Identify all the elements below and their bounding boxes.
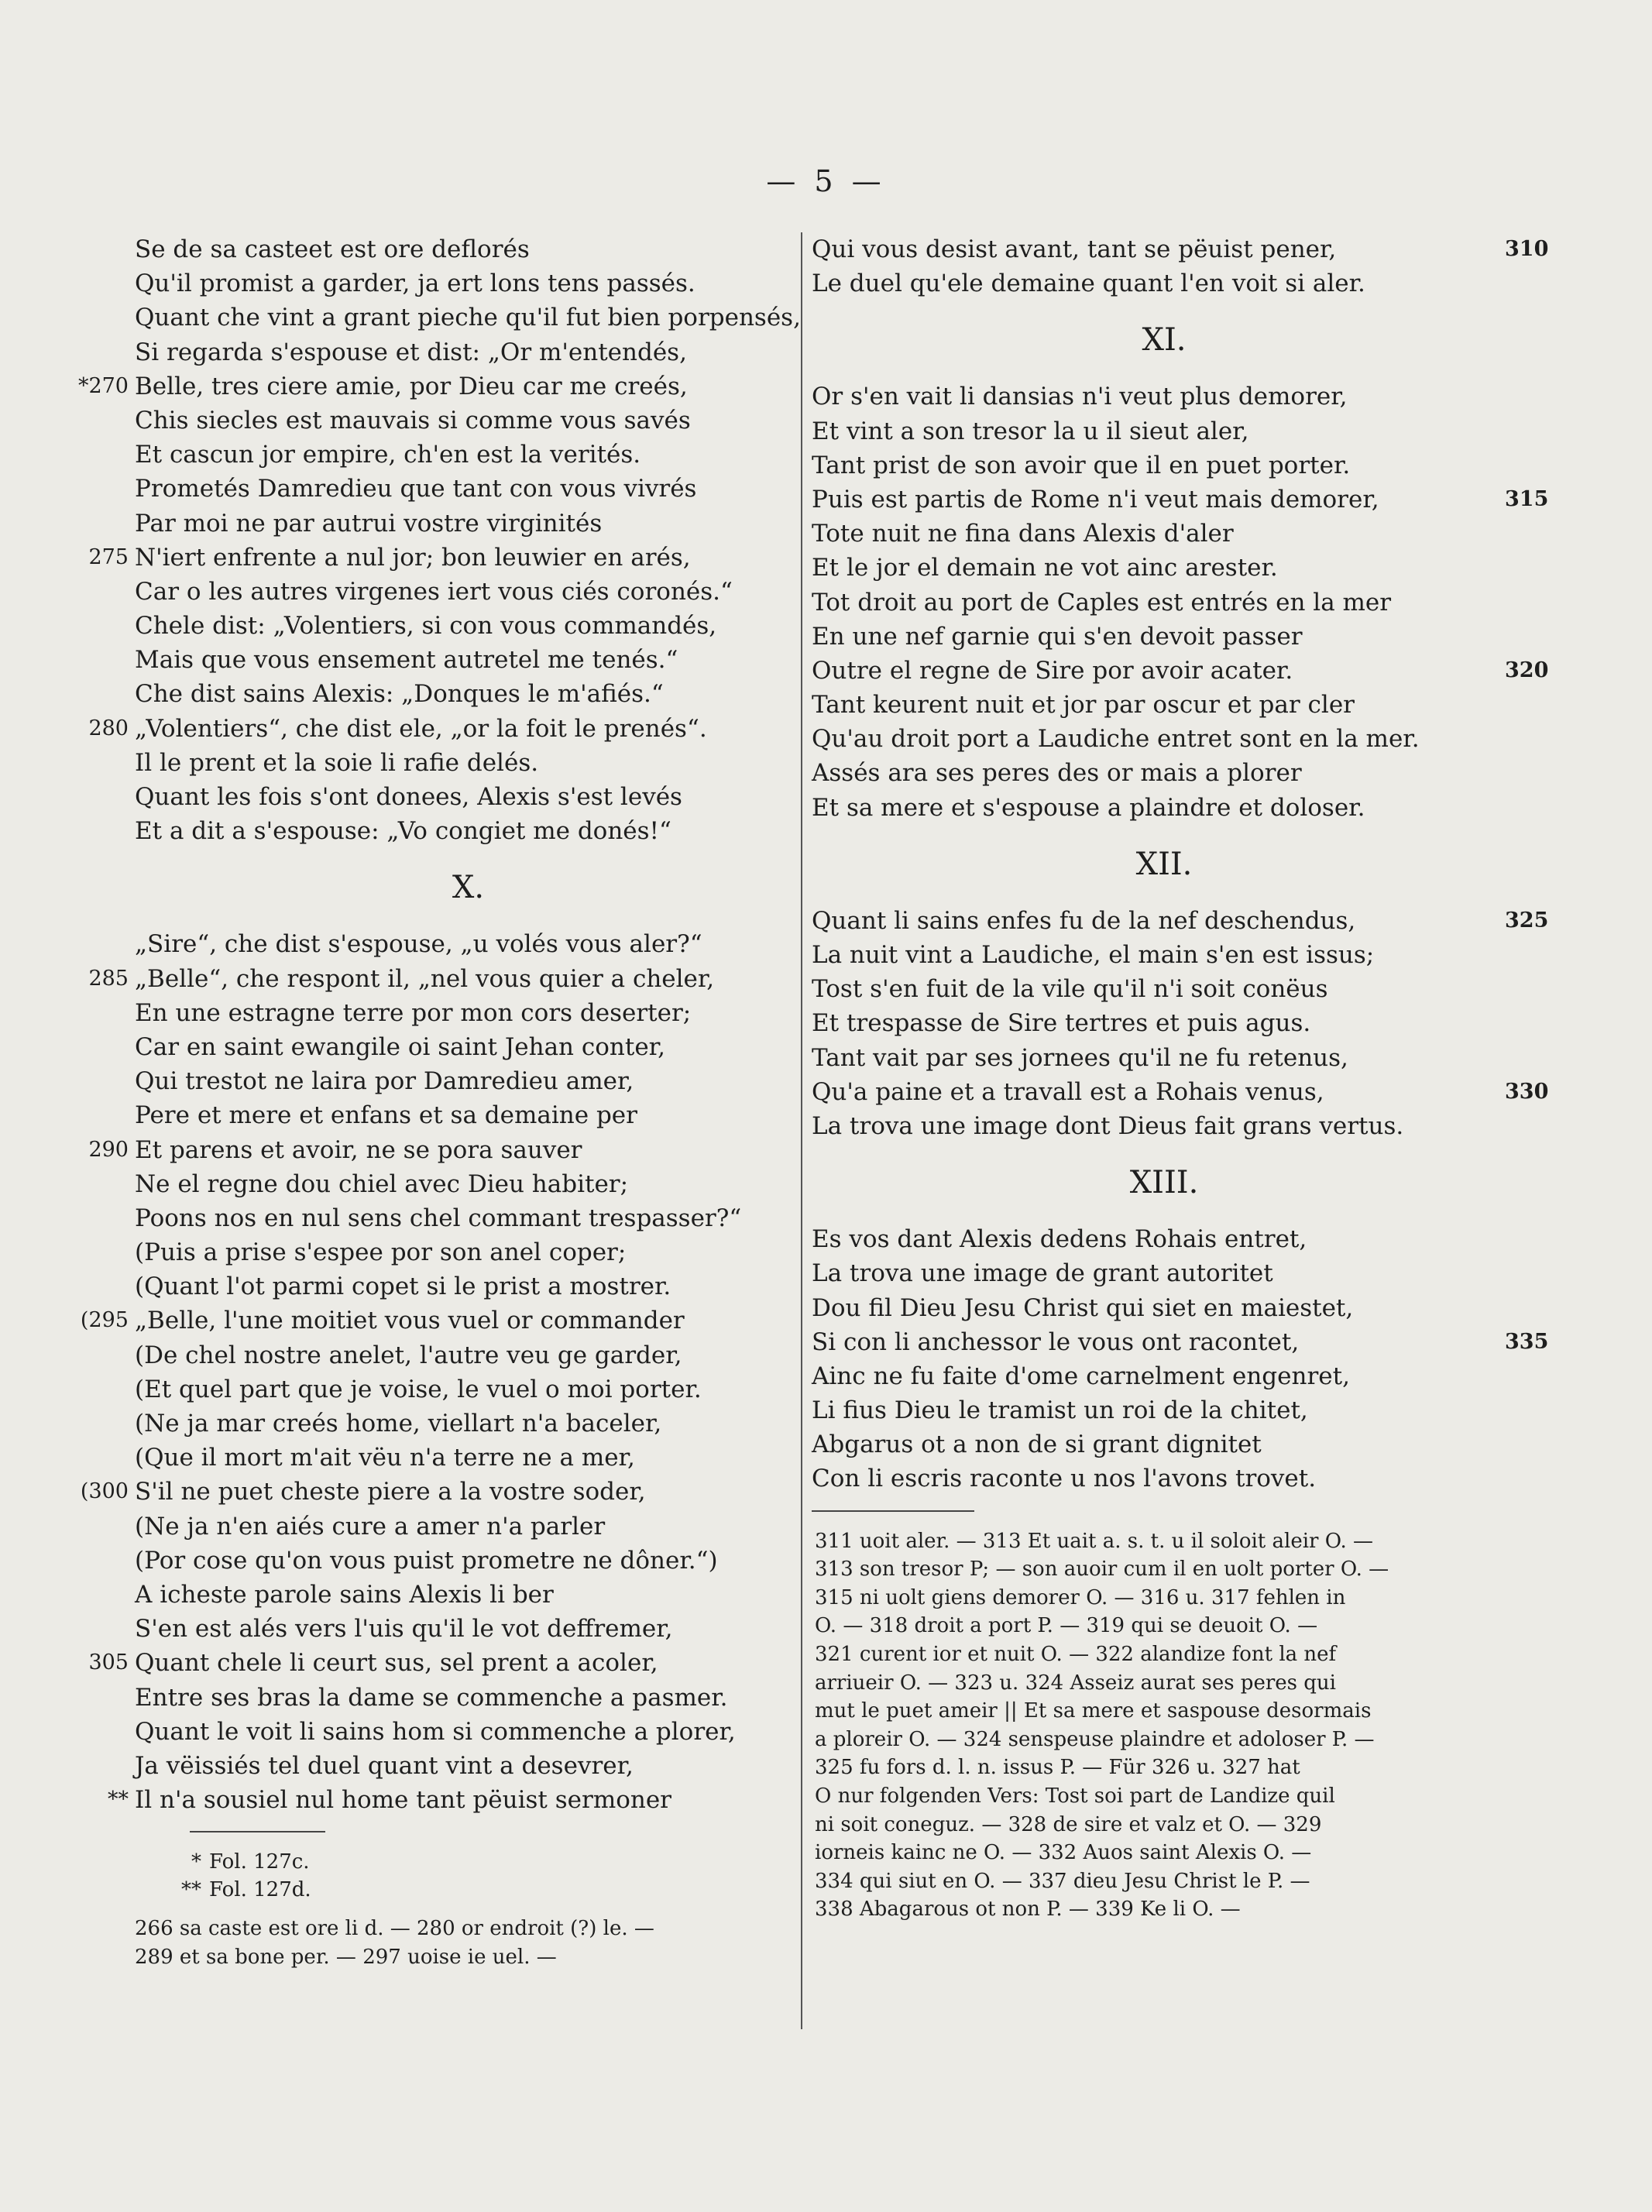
verse-line	[77, 1544, 802, 1578]
left-column	[77, 232, 802, 1971]
verse-text: Le duel qu'ele demaine quant l'en voit si aler.	[812, 270, 1365, 298]
footnote-rule	[812, 1510, 974, 1512]
verse-line	[77, 575, 802, 609]
verse-text: Et a dit a s'espouse: „Vo congiet me donés!“	[135, 817, 671, 846]
line-number: 320	[1505, 658, 1549, 682]
verse-text: Entre ses bras la dame se commenche a pasmer.	[135, 1683, 728, 1712]
verse-text: Chis siecles est mauvais si comme vous savés	[135, 406, 691, 434]
verse-text: N'iert enfrente a nul jor; bon leuwier en arés,	[135, 543, 691, 572]
verse-line	[812, 756, 1516, 790]
verse-line	[812, 938, 1516, 972]
verse-line	[77, 1235, 802, 1269]
page-number: — 5 —	[766, 164, 886, 198]
verse-line	[77, 507, 802, 541]
verse-text: Quant le voit li sains hom si commenche a plorer,	[135, 1717, 736, 1746]
verse-line	[77, 1338, 802, 1372]
line-number: 325	[1505, 908, 1549, 933]
variant-line: ni soit coneguz. — 328 de sire et valz et O. — 329	[815, 1812, 1322, 1836]
verse-text: Et le jor el demain ne vot ainc arester.	[812, 554, 1278, 582]
line-number: 285	[88, 966, 129, 991]
section-heading-xiii: XIII.	[1129, 1165, 1199, 1201]
verse-line	[77, 1578, 802, 1612]
verse-line	[812, 1359, 1516, 1393]
verse-line	[812, 551, 1516, 585]
verse-line	[77, 1201, 802, 1235]
verse-line	[77, 335, 802, 369]
line-number: 280	[88, 716, 129, 740]
verse-text: Li fius Dieu le tramist un roi de la chitet,	[812, 1396, 1308, 1425]
verse-text: Chele dist: „Volentiers, si con vous commandés,	[135, 612, 717, 641]
verse-text: Poons nos en nul sens chel commant trespasser?“	[135, 1204, 742, 1232]
verse-text: „Belle, l'une moitiet vous vuel or commander	[135, 1307, 685, 1335]
line-number: (300	[80, 1479, 129, 1504]
verse-line	[77, 780, 802, 814]
verse-line	[77, 1167, 802, 1201]
verse-line	[812, 448, 1516, 483]
verse-text: Or s'en vait li dansias n'i veut plus demorer,	[812, 383, 1348, 411]
verse-text: Tant prist de son avoir que il en puet porter.	[812, 451, 1351, 479]
verse-line	[77, 472, 802, 506]
verse-text: Ja vëissiés tel duel quant vint a desevrer,	[135, 1751, 634, 1780]
line-number: (295	[80, 1308, 129, 1333]
verse-line	[812, 1222, 1516, 1256]
verse-text: Prometés Damredieu que tant con vous vivrés	[135, 475, 697, 503]
verse-text: Si regarda s'espouse et dist: „Or m'entendés,	[135, 338, 687, 366]
verse-text: Abgarus ot a non de si grant dignitet	[812, 1431, 1262, 1459]
folio-footnote	[77, 1848, 802, 1876]
verse-line	[77, 541, 802, 575]
verse-line	[812, 1427, 1516, 1462]
verse-line	[77, 1064, 802, 1098]
verse-text: (Et quel part que je voise, le vuel o moi porter.	[135, 1375, 702, 1403]
verse-line	[77, 643, 802, 677]
verse-text: En une nef garnie qui s'en devoit passer	[812, 622, 1303, 651]
variant-line: 311 uoit aler. — 313 Et uait a. s. t. u il soloit aleir O. —	[815, 1529, 1374, 1553]
verse-block-xiii	[812, 1222, 1549, 1496]
folio-footnote	[77, 1876, 802, 1904]
verse-text: Qu'au droit port a Laudiche entret sont en la mer.	[812, 725, 1420, 754]
verse-line	[812, 1462, 1516, 1496]
line-number: *270	[77, 373, 129, 398]
verse-line	[77, 1372, 802, 1407]
verse-text: La trova une image de grant autoritet	[812, 1259, 1273, 1288]
variant-line: iorneis kainc ne O. — 332 Auos saint Alexis O. —	[815, 1841, 1312, 1865]
verse-text: Et parens et avoir, ne se pora sauver	[135, 1135, 582, 1164]
verse-line	[812, 972, 1516, 1006]
verse-line	[812, 904, 1549, 938]
verse-text: (De chel nostre anelet, l'autre veu ge garder,	[135, 1341, 682, 1369]
verse-line	[812, 1075, 1549, 1109]
line-number: 335	[1505, 1329, 1549, 1354]
section-heading-xi: XI.	[1142, 322, 1187, 359]
variant-line: 325 fu fors d. l. n. issus P. — Für 326 u. 327 hat	[815, 1756, 1300, 1780]
verse-text: Assés ara ses peres des or mais a plorer	[812, 759, 1302, 788]
verse-text: (Quant l'ot parmi copet si le prist a mostrer.	[135, 1273, 671, 1301]
verse-text: Il n'a sousiel nul home tant pëuist sermoner	[135, 1786, 672, 1815]
footnote-mark: *	[191, 1850, 201, 1874]
verse-text: (Por cose qu'on vous puist prometre ne dôner.“)	[135, 1546, 718, 1575]
verse-text: S'en est alés vers l'uis qu'il le vot deffremer,	[135, 1615, 673, 1644]
verse-line	[812, 517, 1516, 551]
verse-text: Par moi ne par autrui vostre virginités	[135, 509, 603, 538]
verse-block-ix	[77, 232, 802, 848]
verse-line	[77, 677, 802, 711]
verse-line	[812, 688, 1516, 722]
verse-line	[812, 620, 1516, 654]
verse-line	[77, 746, 802, 780]
verse-text: (Ne ja n'en aiés cure a amer n'a parler	[135, 1512, 606, 1540]
verse-text: Tote nuit ne fina dans Alexis d'aler	[812, 520, 1234, 548]
verse-text: Dou fil Dieu Jesu Christ qui siet en maiestet,	[812, 1293, 1354, 1322]
verse-line	[77, 232, 802, 266]
line-number: 290	[88, 1137, 129, 1162]
verse-text: Tant keurent nuit et jor par oscur et par cler	[812, 691, 1355, 720]
line-number: 330	[1505, 1079, 1549, 1104]
verse-text: Pere et mere et enfans et sa demaine per	[135, 1101, 637, 1130]
section-heading-x: X.	[452, 870, 485, 906]
verse-text: Mais que vous ensement autretel me tenés.“	[135, 646, 678, 675]
verse-line	[812, 232, 1549, 266]
footnote-text: Fol. 127c.	[209, 1850, 310, 1874]
verse-text: (Puis a prise s'espee por son anel coper;	[135, 1238, 627, 1267]
line-number: 305	[88, 1650, 129, 1675]
variant-line: a ploreir O. — 324 senspeuse plaindre et adoloser P. —	[815, 1727, 1375, 1751]
verse-line	[77, 438, 802, 472]
line-number: **	[108, 1788, 129, 1812]
verse-line	[77, 1681, 802, 1715]
variant-line: 334 qui siut en O. — 337 dieu Jesu Christ le P. —	[815, 1869, 1310, 1893]
verse-text: Es vos dant Alexis dedens Rohais entret,	[812, 1225, 1307, 1254]
verse-block-xii	[812, 904, 1549, 1143]
variant-line: 315 ni uolt giens demorer O. — 316 u. 317 fehlen in	[815, 1585, 1346, 1609]
verse-text: Il le prent et la soie li rafie delés.	[135, 748, 539, 777]
footnote-rule	[190, 1831, 325, 1832]
verse-line	[77, 266, 802, 301]
verse-line	[77, 1646, 802, 1680]
verse-text: Tant vait par ses jornees qu'il ne fu retenus,	[812, 1043, 1348, 1072]
verse-text: (Que il mort m'ait vëu n'a terre ne a mer,	[135, 1444, 635, 1472]
verse-line	[77, 1098, 802, 1132]
verse-line	[77, 1612, 802, 1646]
verse-text: Et sa mere et s'espouse a plaindre et doloser.	[812, 793, 1365, 822]
verse-line	[812, 791, 1516, 825]
variant-line: 321 curent ior et nuit O. — 322 alandize font la nef	[815, 1643, 1337, 1666]
verse-text: Puis est partis de Rome n'i veut mais demorer,	[812, 485, 1379, 514]
verse-block-x	[77, 927, 802, 1817]
verse-block-x-cont	[812, 232, 1549, 301]
verse-line	[812, 1041, 1516, 1075]
verse-line	[812, 586, 1516, 620]
verse-text: Che dist sains Alexis: „Donques le m'afiés.“	[135, 680, 664, 709]
verse-text: Si con li anchessor le vous ont racontet,	[812, 1328, 1300, 1356]
verse-text: Ne el regne dou chiel avec Dieu habiter;	[135, 1170, 629, 1198]
verse-line	[77, 1304, 802, 1338]
verse-text: La nuit vint a Laudiche, el main s'en est issus;	[812, 941, 1375, 969]
line-number: 310	[1505, 237, 1549, 261]
verse-text: A icheste parole sains Alexis li ber	[135, 1580, 554, 1609]
verse-line	[77, 404, 802, 438]
verse-line	[812, 1256, 1516, 1290]
verse-text: La trova une image dont Dieus fait grans vertus.	[812, 1111, 1404, 1140]
verse-line	[77, 1715, 802, 1749]
verse-text: Et trespasse de Sire tertres et puis agus.	[812, 1009, 1311, 1038]
verse-text: Quant li sains enfes fu de la nef deschendus,	[812, 906, 1356, 935]
variant-line: 338 Abagarous ot non P. — 339 Ke li O. —	[815, 1898, 1241, 1922]
verse-text: S'il ne puet cheste piere a la vostre soder,	[135, 1478, 646, 1506]
verse-text: Car o les autres virgenes iert vous ciés coronés.“	[135, 577, 733, 606]
verse-text: Quant les fois s'ont donees, Alexis s'est levés	[135, 783, 682, 811]
footnote-text: Fol. 127d.	[209, 1878, 311, 1902]
verse-line	[77, 609, 802, 643]
verse-block-xi	[812, 380, 1549, 824]
line-number: 275	[88, 544, 129, 569]
verse-line	[77, 814, 802, 848]
verse-line	[77, 369, 802, 404]
verse-text: Tot droit au port de Caples est entrés en la mer	[812, 588, 1392, 617]
verse-text: En une estragne terre por mon cors deserter;	[135, 998, 692, 1027]
verse-line	[77, 1269, 802, 1304]
verse-line	[77, 1510, 802, 1544]
verse-text: Quant chele li ceurt sus, sel prent a acoler,	[135, 1649, 658, 1678]
verse-line	[77, 927, 802, 961]
verse-line	[812, 1006, 1516, 1040]
verse-line	[77, 1030, 802, 1064]
right-column	[812, 232, 1549, 1924]
verse-line	[77, 1783, 802, 1817]
verse-text: Car en saint ewangile oi saint Jehan conter,	[135, 1032, 665, 1061]
verse-line	[77, 301, 802, 335]
verse-line	[812, 1325, 1549, 1359]
verse-line	[77, 1441, 802, 1475]
variant-readings	[77, 1915, 802, 1971]
verse-line	[812, 266, 1516, 301]
verse-text: Belle, tres ciere amie, por Dieu car me creés,	[135, 372, 688, 400]
variant-line: O. — 318 droit a port P. — 319 qui se deuoit O. —	[815, 1614, 1318, 1638]
verse-text: Et vint a son tresor la u il sieut aler,	[812, 417, 1249, 445]
verse-line	[77, 1133, 802, 1167]
verse-text: „Sire“, che dist s'espouse, „u volés vous aler?“	[135, 930, 702, 959]
verse-text: Outre el regne de Sire por avoir acater.	[812, 656, 1293, 685]
variant-line: 313 son tresor P; — son auoir cum il en uolt porter O. —	[815, 1558, 1389, 1582]
verse-line	[812, 654, 1549, 688]
verse-text: Se de sa casteet est ore deflorés	[135, 235, 530, 263]
verse-text: Qu'il promist a garder, ja ert lons tens passés.	[135, 270, 695, 298]
verse-line	[812, 380, 1516, 414]
variant-line: 289 et sa bone per. — 297 uoise ie uel. —	[135, 1945, 557, 1969]
verse-text: Ainc ne fu faite d'ome carnelment engenret,	[812, 1362, 1350, 1390]
verse-line	[812, 722, 1516, 756]
verse-line	[77, 962, 802, 996]
verse-line	[77, 1475, 802, 1509]
verse-text: „Volentiers“, che dist ele, „or la foit le prenés“.	[135, 714, 707, 743]
verse-line	[812, 414, 1516, 448]
line-number: 315	[1505, 486, 1549, 511]
verse-line	[77, 1749, 802, 1783]
verse-text: (Ne ja mar creés home, viellart n'a baceler,	[135, 1410, 662, 1437]
verse-text: Quant che vint a grant pieche qu'il fut bien porpensés,	[135, 304, 801, 332]
verse-text: Qu'a paine et a travall est a Rohais venus,	[812, 1077, 1324, 1106]
variant-readings	[812, 1527, 1516, 1924]
verse-line	[812, 1393, 1516, 1427]
verse-text: Qui trestot ne laira por Damredieu amer,	[135, 1067, 634, 1096]
verse-text: Con li escris raconte u nos l'avons trovet.	[812, 1465, 1317, 1493]
verse-text: „Belle“, che respont il, „nel vous quier a cheler,	[135, 964, 715, 993]
verse-line	[77, 996, 802, 1030]
variant-line: mut le puet ameir || Et sa mere et saspouse desormais	[815, 1699, 1372, 1723]
verse-text: Tost s'en fuit de la vile qu'il n'i soit conëus	[812, 975, 1328, 1004]
verse-line	[812, 1291, 1516, 1325]
verse-text: Qui vous desist avant, tant se pëuist pener,	[812, 235, 1337, 263]
variant-line: O nur folgenden Vers: Tost soi part de Landize quil	[815, 1784, 1335, 1808]
folio-footnotes	[77, 1848, 802, 1904]
footnote-mark: **	[181, 1878, 201, 1902]
variant-line: 266 sa caste est ore li d. — 280 or endroit (?) le. —	[135, 1917, 654, 1941]
verse-line	[812, 1109, 1516, 1143]
verse-line	[77, 1407, 802, 1441]
verse-line	[77, 712, 802, 746]
verse-text: Et cascun jor empire, ch'en est la verités.	[135, 441, 641, 469]
verse-line	[812, 483, 1549, 517]
variant-line: arriueir O. — 323 u. 324 Asseiz aurat ses peres qui	[815, 1671, 1336, 1695]
section-heading-xii: XII.	[1135, 846, 1193, 882]
